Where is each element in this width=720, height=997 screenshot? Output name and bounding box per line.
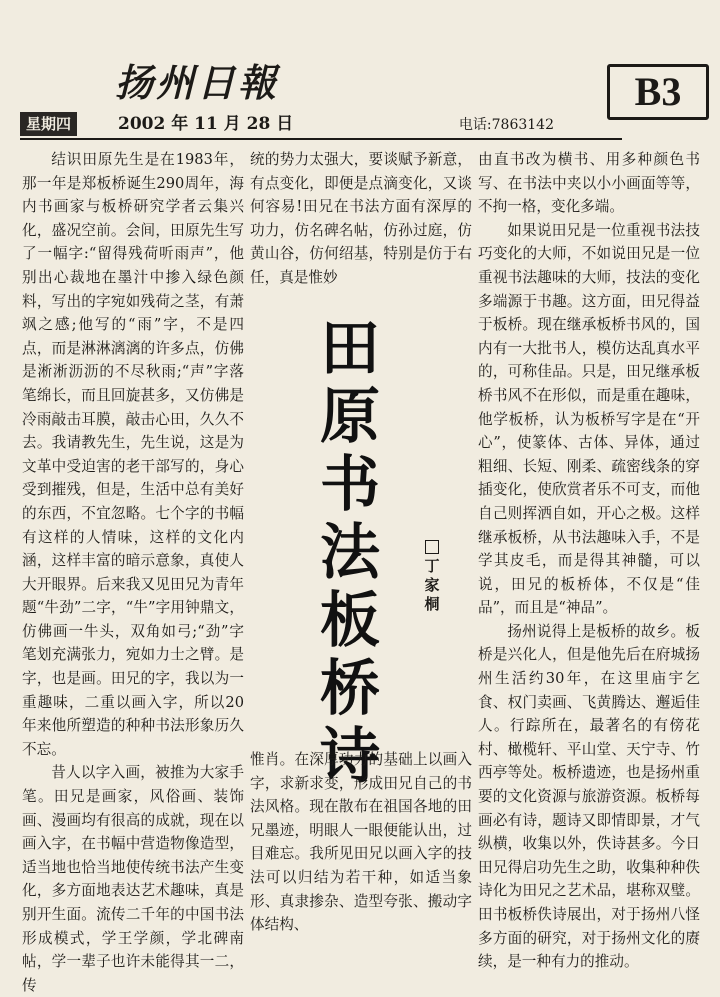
dateline — [20, 112, 622, 140]
masthead-logo: 扬州日報 — [115, 60, 280, 105]
article-column-2-bottom — [250, 748, 472, 940]
paragraph: 扬州说得上是板桥的故乡。板桥是兴化人，但是他先后在府城扬州生活约30年，在这里庙宇乞食、权门卖画、飞黄腾达、邂逅佳人。行踪所在，最著名的有傍花村、橄榄轩、平山堂、天宁寺、竹西亭等处。板桥遗迹，也是扬州重要的文化资源与旅游资源。板桥每画必有诗，题诗又即情即景，才气纵横，收集以外，佚诗甚多。今日田兄得启功先生之助，收集种种佚诗化为田兄之艺术品，堪称双璧。田书板桥佚诗展出，对于扬州八怪多方面的研究，对于扬州文化的赓续，是一种有力的推动。 — [478, 622, 700, 971]
author-byline — [422, 540, 442, 614]
issue-date: 2002 年 11 月 28 日 — [118, 114, 294, 134]
paragraph: 由直书改为横书、用多种颜色书写、在书法中夹以小小画面等等，不拘一格，变化多端。 — [478, 151, 700, 216]
title-char: 桥 — [320, 654, 380, 724]
weekday-label: 星期四 — [20, 112, 77, 136]
paragraph: 惟肖。在深厚功力的基础上以画入字，求新求变，形成田兄自己的书法风格。现在散布在祖国各地的田兄墨迹，明眼人一眼便能认出，过目难忘。我所见田兄以画入字的技法可以归结为若干种，如适当象形、真隶掺杂、造型夸张、搬动字体结构、 — [250, 751, 472, 934]
paragraph: 如果说田兄是一位重视书法技巧变化的大师，不如说田兄是一位重视书法趣味的大师，技法的变化多端源于书趣。这方面，田兄得益于板桥。现在继承板桥书风的，国内有一大批书人，模仿达乱真水平的，可称佳品。只是，田兄继承板桥书风不在形似，而是重在趣味，他学板桥，认为板桥写字是在“开心”，使篆体、古体、异体，通过粗细、长短、刚柔、疏密线条的穿插变化，使欣赏者乐不可支，而他自己则挥洒自如，开心之极。这样继承板桥，从书法趣味入手，不是学其皮毛，而是得其神髓，可以说，田兄的板桥体，不仅是“佳品”，而且是“神品”。 — [478, 221, 700, 617]
article-column-3 — [478, 148, 700, 971]
edition-badge: B3 — [607, 64, 709, 120]
article-title — [312, 315, 388, 791]
byline-box-icon — [425, 540, 439, 554]
author-name: 丁家桐 — [424, 557, 440, 613]
title-char: 法 — [320, 518, 380, 588]
paragraph: 结识田原先生是在1983年，那一年是郑板桥诞生290周年，海内书画家与板桥研究学者云集兴化，盛况空前。会间，田原先生写了一幅字:“留得残荷听雨声”，他别出心裁地在墨汁中掺入绿色颜料，写出的字宛如残荷之茎，有萧飒之感;他写的“雨”字，不是四点，而是淋淋漓漓的许多点，仿佛是淅淅沥沥的不尽秋雨;“声”字落笔绵长，而且回旋甚多，又仿佛是冷雨敲击耳膜，敲击心田，久久不去。我请教先生，先生说，这是为文革中受迫害的老干部写的，身心受到摧残，但是，生活中总有美好的东西，不宜忽略。七个字的书幅有这样的人情味，这样的文化内涵，这样丰富的暗示意象，真使人大开眼界。后来我又见田兄为青年题“牛劲”二字，“牛”字用钟鼎文，仿佛画一牛头，双角如弓;“劲”字笔划充满张力，宛如力士之臂。是字，也是画。田兄的字，我以为一重趣味，二重以画入字，所以20年来他所塑造的种种书法形象历久不忘。 — [22, 151, 244, 758]
title-char: 诗 — [320, 722, 380, 792]
title-char: 田 — [320, 314, 380, 384]
paragraph: 统的势力太强大，要谈赋予新意，有点变化，即便是点滴变化，又谈何容易!田兄在书法方面有深厚的功力，仿名碑名帖，仿孙过庭，仿黄山谷，仿何绍基，特别是仿于右任，真是惟妙 — [250, 151, 472, 286]
title-char: 书 — [320, 450, 380, 520]
article-column-1 — [22, 148, 244, 994]
title-char: 原 — [320, 382, 380, 452]
title-char: 板 — [320, 586, 380, 656]
phone-number: 电话:7863142 — [458, 117, 554, 133]
article-column-2-top — [250, 148, 472, 286]
paragraph: 昔人以字入画，被推为大家手笔。田兄是画家，风俗画、装饰画、漫画均有很高的成就，现在以画入字，在书幅中营造物像造型，适当地也恰当地使传统书法产生变化，多方面地表达艺术趣味，真是别开生面。流传二千年的中国书法形成模式，学王学颜，学北碑南帖，学一辈子也许未能得其一二，传 — [22, 764, 244, 994]
